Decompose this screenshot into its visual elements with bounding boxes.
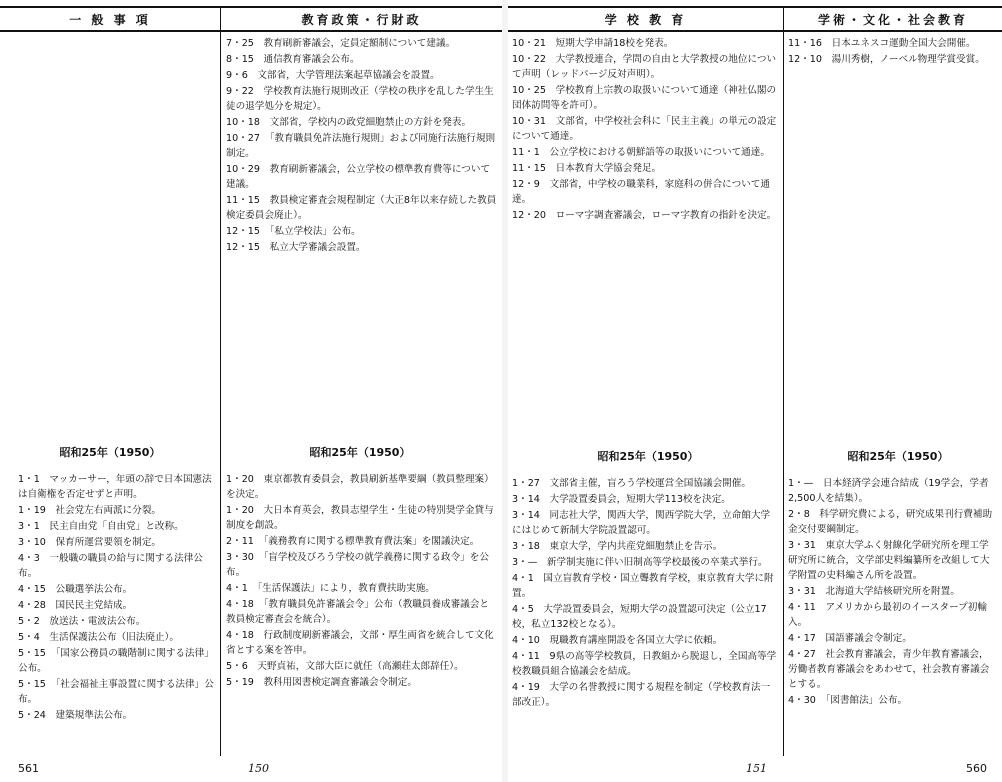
chronology-entry: 1・20 大日本育英会，教員志望学生・生徒の特別奨学金貸与制度を創設。 — [226, 505, 494, 531]
chronology-entry: 3・10 保育所運営要領を制定。 — [18, 537, 162, 548]
chronology-entry: 1・27 文部省主催，盲ろう学校運営全国協議会開催。 — [512, 478, 751, 489]
chronology-entry: 5・2 放送法・電波法公布。 — [18, 616, 146, 627]
header-school: 学 校 教 育 — [508, 6, 783, 32]
school-entries-bottom — [512, 476, 778, 711]
policy-entries-bottom — [226, 472, 498, 691]
chronology-entry: 12・10 湯川秀樹，ノーベル物理学賞受賞。 — [788, 54, 985, 65]
chronology-entry: 11・16 日本ユネスコ運動全国大会開催。 — [788, 38, 976, 49]
chronology-entry: 11・1 公立学校における朝鮮語等の取扱いについて通達。 — [512, 147, 770, 158]
header-general: 一 般 事 項 — [0, 6, 220, 32]
column-divider — [220, 6, 221, 756]
chronology-entry: 11・15 日本教育大学協会発足。 — [512, 163, 662, 174]
right-page — [508, 0, 1002, 782]
chronology-entry: 3・31 北海道大学結核研究所を附置。 — [788, 586, 960, 597]
chronology-entry: 12・9 文部省，中学校の職業科，家庭科の併合について通達。 — [512, 179, 770, 205]
page-number: 151 — [746, 762, 767, 775]
chronology-entry: 10・29 教育刷新審議会，公立学校の標準教育費等について建議。 — [226, 164, 491, 190]
chronology-entry: 9・22 学校教育法施行規則改正（学校の秩序を乱した学生生徒の退学処分を規定）。 — [226, 86, 494, 112]
chronology-entry: 4・27 社会教育審議会，青少年教育審議会，労働者教育審議会をあわせて，社会教育審議会とする。 — [788, 649, 990, 690]
chronology-entry: 5・4 生活保護法公布（旧法廃止）。 — [18, 632, 179, 643]
general-entries-bottom — [18, 472, 214, 724]
chronology-entry: 4・30 「図書館法」公布。 — [788, 695, 908, 706]
chronology-entry: 1・1 マッカーサー，年頭の辞で日本国憲法は自衛権を否定せずと声明。 — [18, 474, 212, 500]
policy-entries-top — [226, 36, 498, 256]
chronology-entry: 7・25 教育刷新審議会，定員定額制について建議。 — [226, 38, 456, 49]
chronology-entry: 10・25 学校教育上宗教の取扱いについて通達（神社仏閣の団体訪問等を許可）。 — [512, 85, 777, 111]
chronology-entry: 10・21 短期大学申請18校を発表。 — [512, 38, 674, 49]
culture-entries-top — [788, 36, 994, 68]
chronology-entry: 3・14 大学設置委員会，短期大学113校を決定。 — [512, 494, 731, 505]
column-divider — [783, 6, 784, 756]
chronology-entry: 10・22 大学教授連合，学問の自由と大学教授の地位について声明（レッドパージ反対声明）。 — [512, 54, 777, 80]
culture-entries-bottom — [788, 476, 994, 709]
year-heading: 昭和25年（1950） — [847, 450, 949, 463]
chronology-entry: 4・28 国民民主党結成。 — [18, 600, 133, 611]
chronology-entry: 5・15 「社会福祉主事設置に関する法律」公布。 — [18, 679, 214, 705]
year-heading: 昭和25年（1950） — [309, 446, 411, 459]
header-policy: 教育政策・行財政 — [221, 6, 502, 32]
chronology-entry: 11・15 教員検定審査会規程制定（大正8年以来存続した教員検定委員会廃止）。 — [226, 195, 497, 221]
chronology-entry: 3・18 東京大学，学内共産党細胞禁止を告示。 — [512, 541, 723, 552]
chronology-entry: 5・24 建築規準法公布。 — [18, 710, 133, 721]
chronology-entry: 3・1 民主自由党「自由党」と改称。 — [18, 521, 184, 532]
chronology-entry: 8・15 通信教育審議会公布。 — [226, 54, 360, 65]
chronology-entry: 12・15 私立大学審議会設置。 — [226, 242, 366, 253]
chronology-entry: 4・5 大学設置委員会，短期大学の設置認可決定（公立17校，私立132校となる）。 — [512, 604, 767, 630]
chronology-entry: 3・30 「盲学校及びろう学校の就学義務に関する政令」を公布。 — [226, 552, 489, 578]
chronology-entry: 4・18 「教育職員免許審議会令」公布（教職員養成審議会と教員検定審査会を統合）。 — [226, 599, 489, 625]
year-heading: 昭和25年（1950） — [59, 446, 161, 459]
year-heading: 昭和25年（1950） — [597, 450, 699, 463]
page-number: 150 — [248, 762, 269, 775]
chronology-entry: 10・18 文部省，学校内の政党細胞禁止の方針を発表。 — [226, 117, 472, 128]
chronology-entry: 4・1 「生活保護法」により，教育費扶助実施。 — [226, 583, 435, 594]
chronology-entry: 4・10 現職教育講座開設を各国立大学に依頼。 — [512, 635, 723, 646]
chronology-entry: 5・6 天野貞祐，文部大臣に就任（高瀬荘太郎辞任）。 — [226, 661, 464, 672]
chronology-entry: 9・6 文部省，大学管理法案起草協議会を設置。 — [226, 70, 440, 81]
chronology-entry: 12・20 ローマ字調査審議会，ローマ字教育の指針を決定。 — [512, 210, 777, 221]
chronology-entry: 10・27 「教育職員免許法施行規則」および同施行法施行規則制定。 — [226, 133, 496, 159]
chronology-entry: 4・15 公職選挙法公布。 — [18, 584, 133, 595]
chronology-entry: 4・17 国語審議会令制定。 — [788, 633, 912, 644]
chronology-entry: 4・3 一般職の職員の給与に関する法律公布。 — [18, 553, 203, 579]
chronology-entry: 2・11 「義務教育に関する標準教育費法案」を閣議決定。 — [226, 536, 480, 547]
chronology-entry: 4・18 行政制度刷新審議会，文部・厚生両省を統合して文化省とする案を答申。 — [226, 630, 494, 656]
chronology-entry: 4・11 アメリカから最初のイースタープ初輸入。 — [788, 602, 987, 628]
school-entries-top — [512, 36, 778, 224]
chronology-entry: 1・19 社会党左右両派に分裂。 — [18, 505, 162, 516]
chronology-entry: 2・8 科学研究費による，研究成果刊行費補助金交付要綱制定。 — [788, 509, 993, 535]
chronology-entry: 1・20 東京都教育委員会，教員刷新基準要綱（教員整理案）を決定。 — [226, 474, 494, 500]
chronology-entry: 3・— 新学制実施に伴い旧制高等学校最後の卒業式挙行。 — [512, 557, 768, 568]
chronology-entry: 3・14 同志社大学，関西大学，関西学院大学，立命館大学にはじめて新制大学院設置認可。 — [512, 510, 771, 536]
chronology-entry: 12・15 「私立学校法」公布。 — [226, 226, 361, 237]
chronology-entry: 4・1 国立盲教育学校・国立聾教育学校，東京教育大学に附置。 — [512, 573, 774, 599]
chronology-entry: 3・31 東京大学ふく射線化学研究所を理工学研究所に統合，文学部史料編纂所を改組して大学附置の史料編さん所を設置。 — [788, 540, 990, 581]
chronology-entry: 4・11 9県の高等学校教員，日教組から脱退し，全国高等学校教職員組合協議会を結成。 — [512, 651, 777, 677]
chronology-entry: 4・19 大学の名誉教授に関する規程を制定（学校教育法一部改正）。 — [512, 682, 771, 708]
header-culture: 学術・文化・社会教育 — [784, 6, 1002, 32]
page-number: 560 — [966, 762, 987, 775]
chronology-entry: 5・19 教科用図書検定調査審議会令制定。 — [226, 677, 417, 688]
chronology-entry: 5・15 「国家公務員の職階制に関する法律」公布。 — [18, 648, 214, 674]
chronology-entry: 1・— 日本経済学会連合結成（19学会，学者2,500人を結集）。 — [788, 478, 989, 504]
page-number: 561 — [18, 762, 39, 775]
chronology-entry: 10・31 文部省，中学校社会科に「民主主義」の単元の設定について通達。 — [512, 116, 777, 142]
